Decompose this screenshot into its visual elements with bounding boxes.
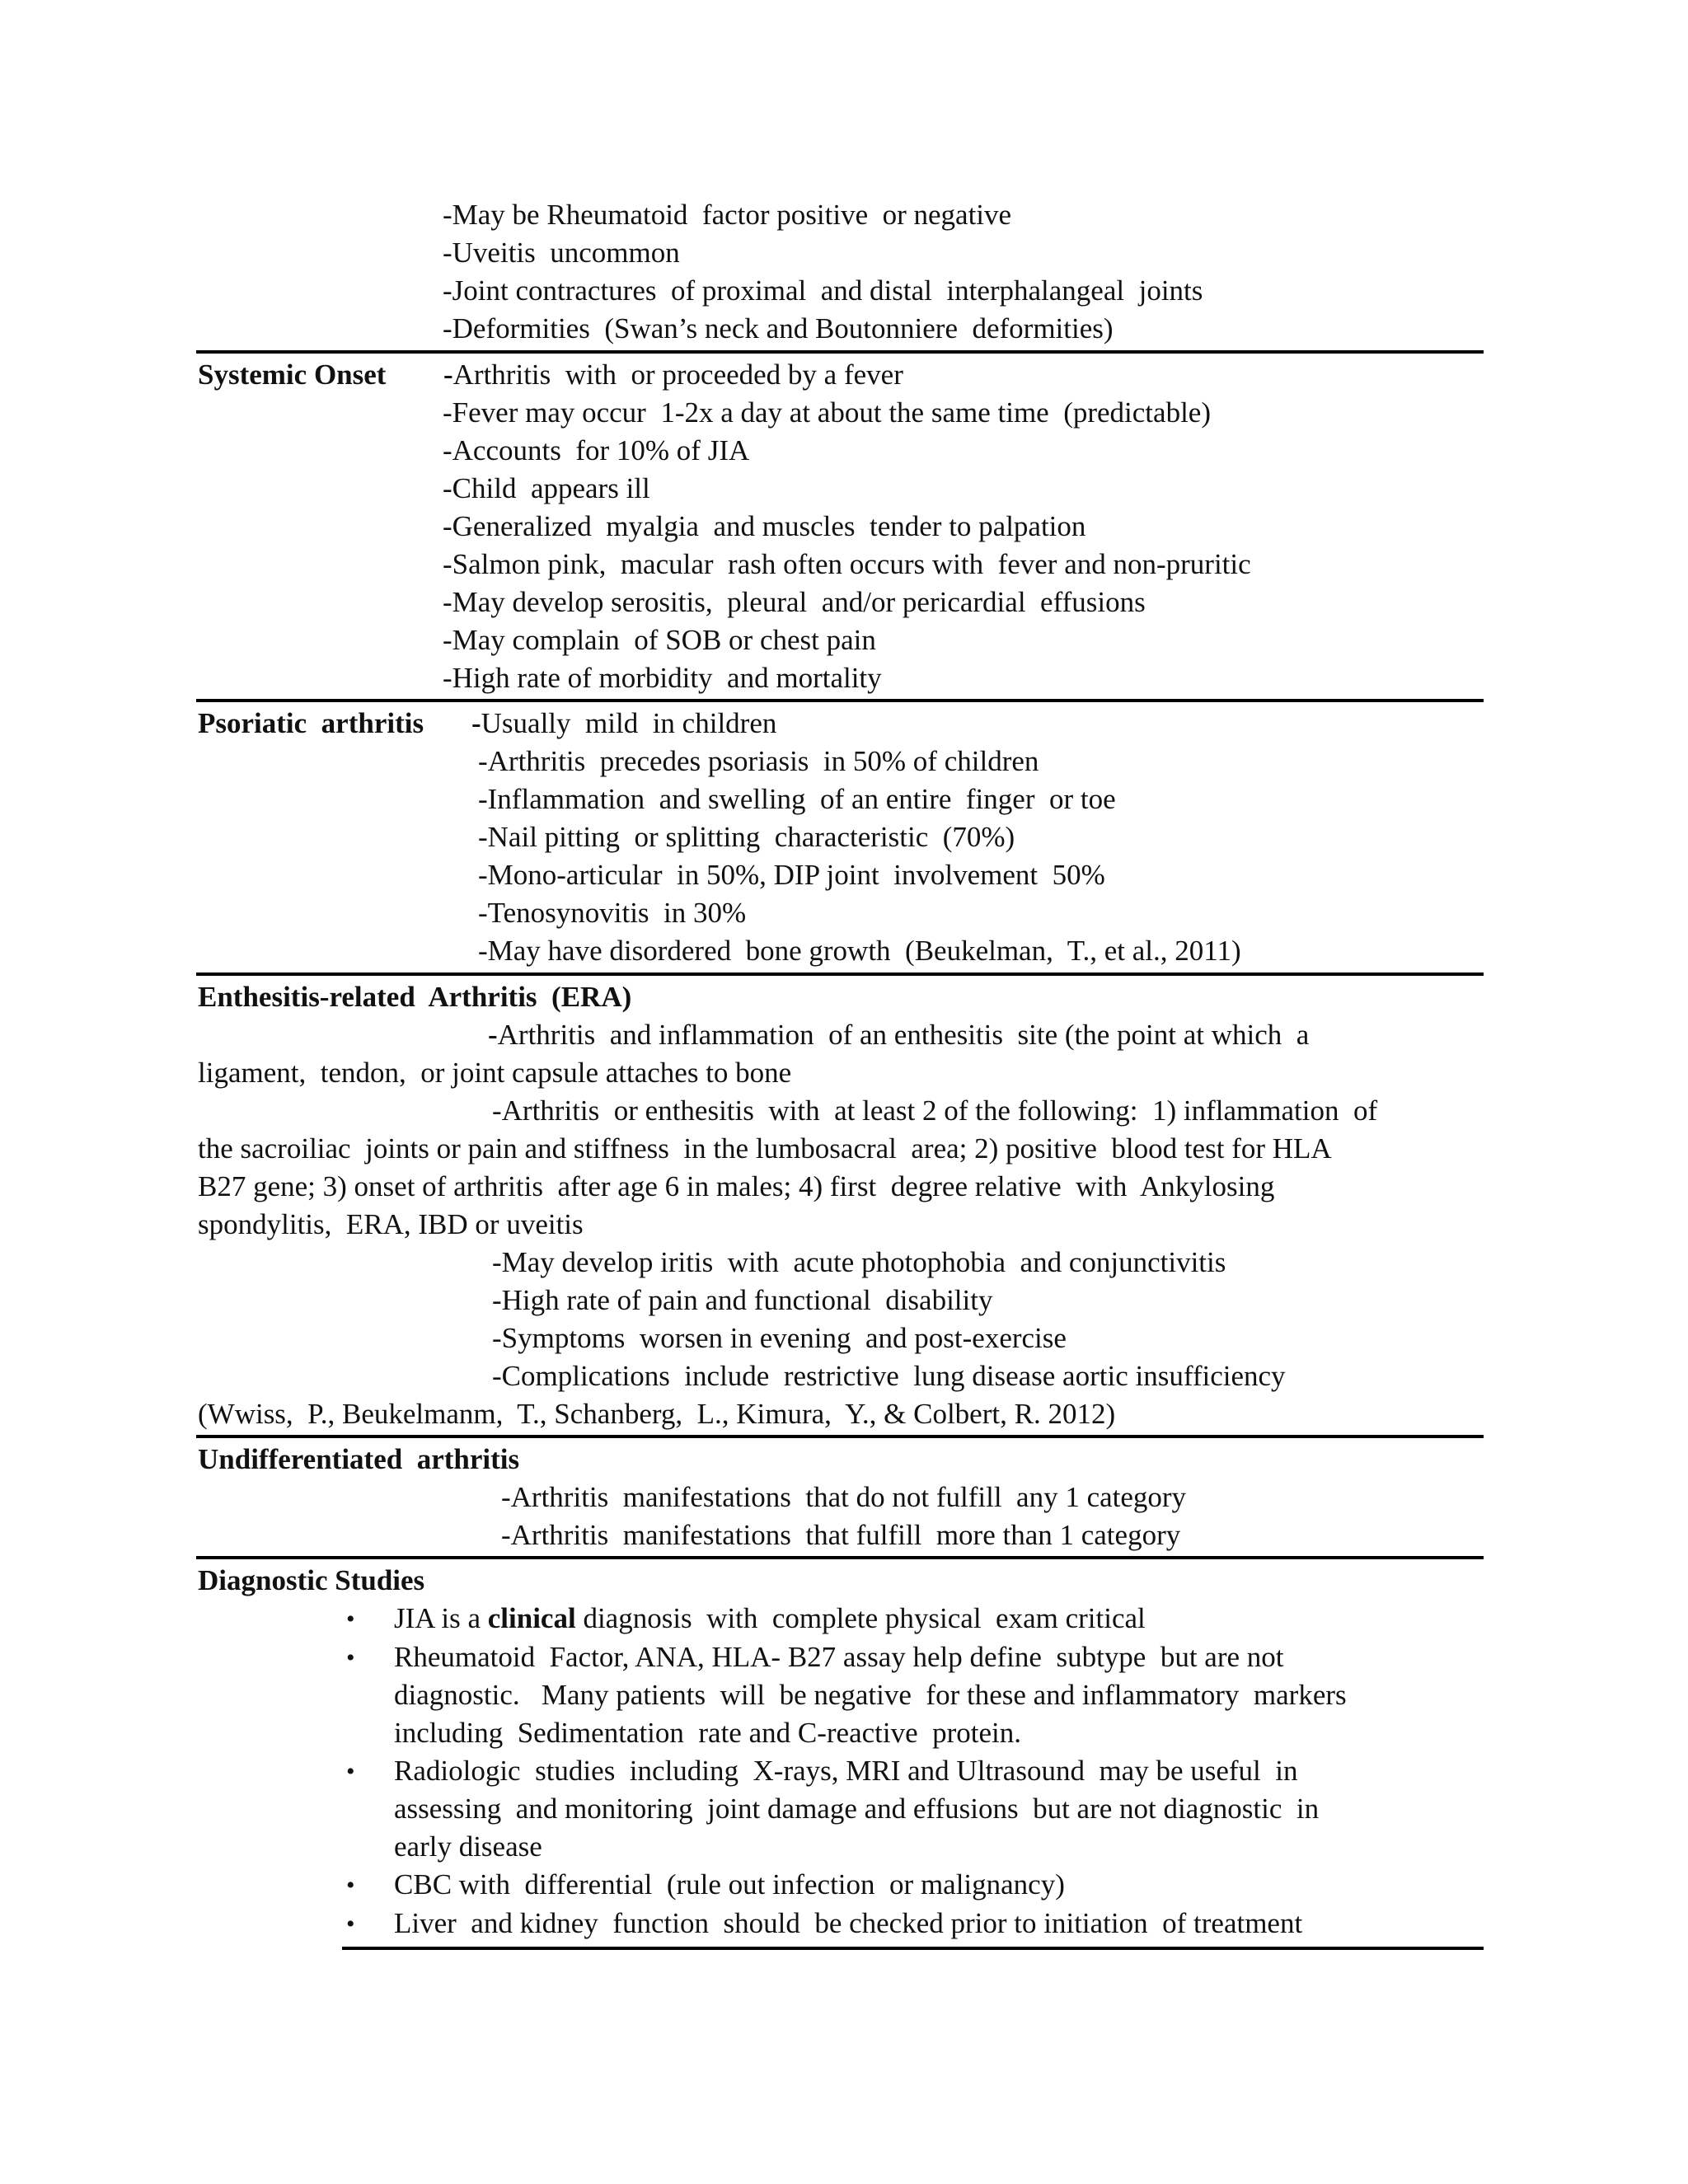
- era-item: -Symptoms worsen in evening and post-exercise: [492, 1322, 1067, 1354]
- diagnostic-bullet-text: early disease: [394, 1830, 542, 1863]
- diagnostic-bullet-text: CBC with differential (rule out infection or malignancy): [394, 1868, 1065, 1900]
- era-paragraph-line: -Arthritis and inflammation of an enthesitis site (the point at which a: [488, 1019, 1310, 1051]
- psoriatic-arthritis-item: -Nail pitting or splitting characteristic (70%): [478, 821, 1015, 853]
- diagnostic-bullet-text: including Sedimentation rate and C-reactive protein.: [394, 1717, 1022, 1749]
- systemic-onset-item: -High rate of morbidity and mortality: [443, 662, 882, 694]
- section-divider: [196, 1435, 1484, 1438]
- psoriatic-arthritis-item: -Inflammation and swelling of an entire finger or toe: [478, 783, 1116, 815]
- diagnostic-bullet-text: assessing and monitoring joint damage and effusions but are not diagnostic in: [394, 1793, 1320, 1825]
- bullet-marker: •: [346, 1605, 355, 1633]
- systemic-onset-first-item: -Arthritis with or proceeded by a fever: [443, 359, 903, 391]
- section-divider: [342, 1947, 1484, 1950]
- era-item: -High rate of pain and functional disability: [492, 1284, 993, 1316]
- bullet-marker: •: [346, 1644, 355, 1671]
- continuation-line: -Uveitis uncommon: [443, 237, 680, 269]
- era-paragraph-line: ligament, tendon, or joint capsule attaches to bone: [198, 1057, 792, 1089]
- psoriatic-arthritis-first-item: -Usually mild in children: [471, 707, 777, 739]
- psoriatic-arthritis-heading: Psoriatic arthritis: [198, 707, 424, 739]
- era-paragraph-line: -Arthritis or enthesitis with at least 2 of the following: 1) inflammation of: [492, 1094, 1378, 1127]
- continuation-line: -Joint contractures of proximal and distal interphalangeal joints: [443, 274, 1203, 307]
- bullet-marker: •: [346, 1758, 355, 1785]
- systemic-onset-item: -Child appears ill: [443, 472, 650, 504]
- psoriatic-arthritis-item: -Tenosynovitis in 30%: [478, 897, 747, 929]
- era-item: -Complications include restrictive lung disease aortic insufficiency: [492, 1360, 1286, 1392]
- era-citation: (Wwiss, P., Beukelmanm, T., Schanberg, L., Kimura, Y., & Colbert, R. 2012): [198, 1398, 1116, 1430]
- continuation-line: -May be Rheumatoid factor positive or negative: [443, 199, 1012, 231]
- section-divider: [196, 350, 1484, 354]
- systemic-onset-item: -Salmon pink, macular rash often occurs with fever and non-pruritic: [443, 548, 1251, 580]
- section-divider: [196, 1556, 1484, 1559]
- diagnostic-bullet-text: diagnostic. Many patients will be negative for these and inflammatory markers: [394, 1679, 1347, 1711]
- undifferentiated-item: -Arthritis manifestations that fulfill more than 1 category: [501, 1519, 1181, 1551]
- era-paragraph-line: B27 gene; 3) onset of arthritis after age 6 in males; 4) first degree relative with Ankylosing: [198, 1170, 1275, 1202]
- psoriatic-arthritis-item: -Arthritis precedes psoriasis in 50% of children: [478, 745, 1039, 777]
- era-heading: Enthesitis-related Arthritis (ERA): [198, 981, 632, 1013]
- diagnostic-bullet-text: Rheumatoid Factor, ANA, HLA- B27 assay help define subtype but are not: [394, 1641, 1284, 1673]
- undifferentiated-heading: Undifferentiated arthritis: [198, 1443, 520, 1475]
- diagnostic-bullet-text: Liver and kidney function should be checked prior to initiation of treatment: [394, 1907, 1303, 1939]
- bullet-marker: •: [346, 1872, 355, 1899]
- diagnostic-bullet-text: Radiologic studies including X-rays, MRI and Ultrasound may be useful in: [394, 1755, 1298, 1787]
- diagnostic-studies-heading: Diagnostic Studies: [198, 1564, 425, 1596]
- era-item: -May develop iritis with acute photophobia and conjunctivitis: [492, 1246, 1226, 1278]
- diagnostic-bullet-text: JIA is a clinical diagnosis with complete physical exam critical: [394, 1602, 1146, 1634]
- systemic-onset-item: -May complain of SOB or chest pain: [443, 624, 876, 656]
- systemic-onset-heading: Systemic Onset: [198, 359, 387, 391]
- era-paragraph-line: spondylitis, ERA, IBD or uveitis: [198, 1208, 584, 1240]
- bullet-marker: •: [346, 1910, 355, 1938]
- era-paragraph-line: the sacroiliac joints or pain and stiffness in the lumbosacral area; 2) positive blood test for HLA: [198, 1132, 1332, 1165]
- undifferentiated-item: -Arthritis manifestations that do not fulfill any 1 category: [501, 1481, 1187, 1513]
- section-divider: [196, 699, 1484, 702]
- section-divider: [196, 972, 1484, 976]
- continuation-line: -Deformities (Swan’s neck and Boutonniere deformities): [443, 312, 1114, 344]
- systemic-onset-item: -Generalized myalgia and muscles tender to palpation: [443, 510, 1086, 542]
- systemic-onset-item: -May develop serositis, pleural and/or pericardial effusions: [443, 586, 1146, 618]
- psoriatic-arthritis-item: -May have disordered bone growth (Beukelman, T., et al., 2011): [478, 935, 1241, 967]
- systemic-onset-item: -Accounts for 10% of JIA: [443, 434, 750, 466]
- psoriatic-arthritis-item: -Mono-articular in 50%, DIP joint involvement 50%: [478, 859, 1105, 891]
- systemic-onset-item: -Fever may occur 1-2x a day at about the same time (predictable): [443, 396, 1211, 429]
